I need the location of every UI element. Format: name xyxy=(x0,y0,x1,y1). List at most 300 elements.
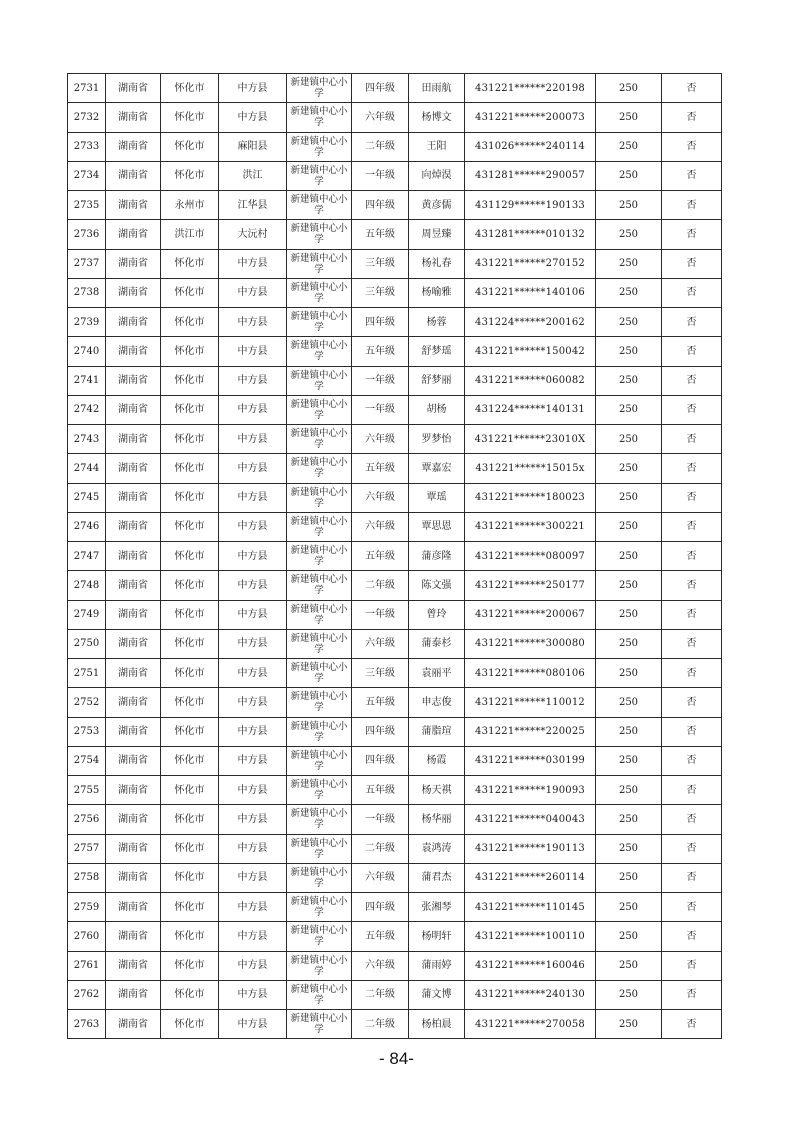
cell-row-number: 2732 xyxy=(68,103,106,132)
cell-row-number: 2754 xyxy=(68,746,106,775)
cell-amount: 250 xyxy=(596,454,662,483)
cell-school: 新建镇中心小学 xyxy=(287,980,352,1009)
cell-school: 新建镇中心小学 xyxy=(287,483,352,512)
cell-student-name: 陈文强 xyxy=(409,571,465,600)
cell-id-number: 431221******110145 xyxy=(465,893,596,922)
cell-province: 湖南省 xyxy=(106,249,161,278)
cell-grade: 二年级 xyxy=(352,571,409,600)
table-row xyxy=(68,893,722,922)
cell-student-name: 蒲君杰 xyxy=(409,863,465,892)
cell-county: 中方县 xyxy=(219,746,287,775)
table-row xyxy=(68,425,722,454)
table-row xyxy=(68,366,722,395)
cell-school: 新建镇中心小学 xyxy=(287,834,352,863)
cell-id-number: 431221******080106 xyxy=(465,659,596,688)
table-row xyxy=(68,483,722,512)
cell-school: 新建镇中心小学 xyxy=(287,659,352,688)
cell-province: 湖南省 xyxy=(106,980,161,1009)
cell-city: 怀化市 xyxy=(161,717,219,746)
cell-school: 新建镇中心小学 xyxy=(287,395,352,424)
cell-student-name: 杨明轩 xyxy=(409,922,465,951)
cell-school: 新建镇中心小学 xyxy=(287,278,352,307)
cell-school: 新建镇中心小学 xyxy=(287,425,352,454)
cell-city: 怀化市 xyxy=(161,161,219,190)
cell-grade: 六年级 xyxy=(352,629,409,658)
cell-city: 怀化市 xyxy=(161,278,219,307)
cell-id-number: 431221******180023 xyxy=(465,483,596,512)
cell-city: 怀化市 xyxy=(161,600,219,629)
cell-grade: 一年级 xyxy=(352,600,409,629)
cell-province: 湖南省 xyxy=(106,659,161,688)
cell-flag: 否 xyxy=(662,308,722,337)
cell-id-number: 431221******270058 xyxy=(465,1010,596,1039)
cell-school: 新建镇中心小学 xyxy=(287,220,352,249)
cell-grade: 四年级 xyxy=(352,893,409,922)
cell-county: 中方县 xyxy=(219,249,287,278)
cell-county: 麻阳县 xyxy=(219,132,287,161)
cell-row-number: 2738 xyxy=(68,278,106,307)
cell-amount: 250 xyxy=(596,893,662,922)
table-row xyxy=(68,308,722,337)
cell-id-number: 431129******190133 xyxy=(465,191,596,220)
cell-row-number: 2742 xyxy=(68,395,106,424)
cell-province: 湖南省 xyxy=(106,776,161,805)
cell-id-number: 431221******300221 xyxy=(465,512,596,541)
cell-city: 怀化市 xyxy=(161,659,219,688)
cell-county: 大沅村 xyxy=(219,220,287,249)
cell-province: 湖南省 xyxy=(106,805,161,834)
cell-province: 湖南省 xyxy=(106,425,161,454)
cell-student-name: 蒲泰杉 xyxy=(409,629,465,658)
cell-grade: 四年级 xyxy=(352,74,409,103)
cell-flag: 否 xyxy=(662,249,722,278)
cell-grade: 三年级 xyxy=(352,249,409,278)
cell-city: 怀化市 xyxy=(161,922,219,951)
cell-grade: 六年级 xyxy=(352,512,409,541)
cell-school: 新建镇中心小学 xyxy=(287,103,352,132)
cell-province: 湖南省 xyxy=(106,395,161,424)
cell-row-number: 2752 xyxy=(68,688,106,717)
cell-id-number: 431221******100110 xyxy=(465,922,596,951)
cell-id-number: 431221******240130 xyxy=(465,980,596,1009)
cell-row-number: 2747 xyxy=(68,542,106,571)
cell-row-number: 2761 xyxy=(68,951,106,980)
cell-province: 湖南省 xyxy=(106,278,161,307)
cell-county: 中方县 xyxy=(219,893,287,922)
cell-grade: 二年级 xyxy=(352,1010,409,1039)
cell-id-number: 431221******110012 xyxy=(465,688,596,717)
cell-row-number: 2748 xyxy=(68,571,106,600)
cell-row-number: 2755 xyxy=(68,776,106,805)
cell-school: 新建镇中心小学 xyxy=(287,132,352,161)
cell-county: 江华县 xyxy=(219,191,287,220)
cell-amount: 250 xyxy=(596,629,662,658)
cell-school: 新建镇中心小学 xyxy=(287,542,352,571)
cell-school: 新建镇中心小学 xyxy=(287,249,352,278)
cell-id-number: 431221******270152 xyxy=(465,249,596,278)
cell-school: 新建镇中心小学 xyxy=(287,746,352,775)
cell-amount: 250 xyxy=(596,512,662,541)
cell-student-name: 曾玲 xyxy=(409,600,465,629)
cell-flag: 否 xyxy=(662,805,722,834)
cell-grade: 四年级 xyxy=(352,191,409,220)
cell-county: 中方县 xyxy=(219,834,287,863)
cell-student-name: 胡杨 xyxy=(409,395,465,424)
cell-city: 怀化市 xyxy=(161,863,219,892)
cell-id-number: 431221******060082 xyxy=(465,366,596,395)
cell-county: 中方县 xyxy=(219,863,287,892)
cell-city: 怀化市 xyxy=(161,425,219,454)
cell-school: 新建镇中心小学 xyxy=(287,629,352,658)
cell-flag: 否 xyxy=(662,922,722,951)
cell-amount: 250 xyxy=(596,776,662,805)
cell-city: 怀化市 xyxy=(161,395,219,424)
cell-city: 怀化市 xyxy=(161,74,219,103)
cell-grade: 一年级 xyxy=(352,366,409,395)
cell-school: 新建镇中心小学 xyxy=(287,893,352,922)
cell-county: 中方县 xyxy=(219,483,287,512)
cell-student-name: 舒梦丽 xyxy=(409,366,465,395)
cell-county: 中方县 xyxy=(219,600,287,629)
cell-student-name: 王阳 xyxy=(409,132,465,161)
cell-city: 怀化市 xyxy=(161,571,219,600)
cell-row-number: 2745 xyxy=(68,483,106,512)
cell-county: 中方县 xyxy=(219,951,287,980)
cell-id-number: 431281******290057 xyxy=(465,161,596,190)
cell-row-number: 2734 xyxy=(68,161,106,190)
cell-amount: 250 xyxy=(596,688,662,717)
cell-student-name: 蒲雨婷 xyxy=(409,951,465,980)
cell-student-name: 杨华丽 xyxy=(409,805,465,834)
cell-flag: 否 xyxy=(662,629,722,658)
cell-school: 新建镇中心小学 xyxy=(287,571,352,600)
cell-id-number: 431221******15015x xyxy=(465,454,596,483)
cell-row-number: 2763 xyxy=(68,1010,106,1039)
cell-city: 怀化市 xyxy=(161,1010,219,1039)
table-row xyxy=(68,103,722,132)
cell-school: 新建镇中心小学 xyxy=(287,308,352,337)
cell-school: 新建镇中心小学 xyxy=(287,688,352,717)
table-row xyxy=(68,337,722,366)
cell-province: 湖南省 xyxy=(106,542,161,571)
cell-amount: 250 xyxy=(596,103,662,132)
cell-school: 新建镇中心小学 xyxy=(287,161,352,190)
cell-student-name: 覃瑶 xyxy=(409,483,465,512)
cell-student-name: 覃嘉宏 xyxy=(409,454,465,483)
cell-province: 湖南省 xyxy=(106,483,161,512)
cell-county: 中方县 xyxy=(219,395,287,424)
cell-student-name: 向焯淏 xyxy=(409,161,465,190)
cell-school: 新建镇中心小学 xyxy=(287,922,352,951)
cell-id-number: 431281******010132 xyxy=(465,220,596,249)
cell-amount: 250 xyxy=(596,951,662,980)
cell-grade: 四年级 xyxy=(352,308,409,337)
cell-student-name: 罗梦怡 xyxy=(409,425,465,454)
cell-city: 怀化市 xyxy=(161,512,219,541)
cell-grade: 五年级 xyxy=(352,220,409,249)
table-row xyxy=(68,512,722,541)
cell-county: 洪江 xyxy=(219,161,287,190)
cell-school: 新建镇中心小学 xyxy=(287,74,352,103)
cell-city: 怀化市 xyxy=(161,103,219,132)
cell-row-number: 2743 xyxy=(68,425,106,454)
cell-row-number: 2757 xyxy=(68,834,106,863)
cell-student-name: 杨礼春 xyxy=(409,249,465,278)
cell-school: 新建镇中心小学 xyxy=(287,776,352,805)
cell-flag: 否 xyxy=(662,483,722,512)
cell-county: 中方县 xyxy=(219,278,287,307)
cell-flag: 否 xyxy=(662,454,722,483)
cell-grade: 五年级 xyxy=(352,454,409,483)
cell-flag: 否 xyxy=(662,659,722,688)
cell-id-number: 431221******23010X xyxy=(465,425,596,454)
cell-county: 中方县 xyxy=(219,512,287,541)
cell-flag: 否 xyxy=(662,834,722,863)
cell-county: 中方县 xyxy=(219,425,287,454)
table-row xyxy=(68,951,722,980)
cell-amount: 250 xyxy=(596,834,662,863)
cell-county: 中方县 xyxy=(219,454,287,483)
table-row xyxy=(68,659,722,688)
cell-flag: 否 xyxy=(662,893,722,922)
cell-flag: 否 xyxy=(662,512,722,541)
cell-county: 中方县 xyxy=(219,103,287,132)
cell-flag: 否 xyxy=(662,571,722,600)
cell-grade: 五年级 xyxy=(352,688,409,717)
cell-row-number: 2762 xyxy=(68,980,106,1009)
cell-id-number: 431221******030199 xyxy=(465,746,596,775)
cell-county: 中方县 xyxy=(219,1010,287,1039)
cell-amount: 250 xyxy=(596,483,662,512)
cell-student-name: 蒲彦隆 xyxy=(409,542,465,571)
cell-id-number: 431221******160046 xyxy=(465,951,596,980)
cell-id-number: 431221******220198 xyxy=(465,74,596,103)
cell-amount: 250 xyxy=(596,161,662,190)
cell-student-name: 袁鸿涛 xyxy=(409,834,465,863)
cell-amount: 250 xyxy=(596,308,662,337)
cell-amount: 250 xyxy=(596,980,662,1009)
table-row xyxy=(68,1010,722,1039)
cell-city: 怀化市 xyxy=(161,366,219,395)
cell-id-number: 431221******260114 xyxy=(465,863,596,892)
cell-row-number: 2735 xyxy=(68,191,106,220)
cell-school: 新建镇中心小学 xyxy=(287,366,352,395)
cell-flag: 否 xyxy=(662,542,722,571)
cell-flag: 否 xyxy=(662,600,722,629)
cell-city: 怀化市 xyxy=(161,746,219,775)
cell-row-number: 2749 xyxy=(68,600,106,629)
table-row xyxy=(68,834,722,863)
cell-flag: 否 xyxy=(662,425,722,454)
cell-grade: 四年级 xyxy=(352,717,409,746)
cell-student-name: 蒲脂瑄 xyxy=(409,717,465,746)
table-row xyxy=(68,161,722,190)
cell-id-number: 431221******250177 xyxy=(465,571,596,600)
cell-county: 中方县 xyxy=(219,308,287,337)
cell-province: 湖南省 xyxy=(106,132,161,161)
cell-province: 湖南省 xyxy=(106,893,161,922)
table-row xyxy=(68,132,722,161)
cell-student-name: 申志俊 xyxy=(409,688,465,717)
cell-province: 湖南省 xyxy=(106,103,161,132)
table-row xyxy=(68,746,722,775)
table-row xyxy=(68,249,722,278)
cell-province: 湖南省 xyxy=(106,834,161,863)
cell-amount: 250 xyxy=(596,278,662,307)
cell-county: 中方县 xyxy=(219,571,287,600)
cell-flag: 否 xyxy=(662,395,722,424)
cell-grade: 五年级 xyxy=(352,776,409,805)
cell-student-name: 田雨航 xyxy=(409,74,465,103)
cell-grade: 六年级 xyxy=(352,483,409,512)
cell-flag: 否 xyxy=(662,161,722,190)
cell-county: 中方县 xyxy=(219,805,287,834)
cell-row-number: 2758 xyxy=(68,863,106,892)
cell-row-number: 2736 xyxy=(68,220,106,249)
cell-id-number: 431224******200162 xyxy=(465,308,596,337)
table-row xyxy=(68,922,722,951)
cell-city: 洪江市 xyxy=(161,220,219,249)
table-row xyxy=(68,395,722,424)
cell-city: 怀化市 xyxy=(161,308,219,337)
cell-city: 怀化市 xyxy=(161,688,219,717)
cell-id-number: 431221******190113 xyxy=(465,834,596,863)
cell-student-name: 周昱臻 xyxy=(409,220,465,249)
cell-city: 怀化市 xyxy=(161,542,219,571)
cell-flag: 否 xyxy=(662,746,722,775)
cell-amount: 250 xyxy=(596,74,662,103)
cell-city: 怀化市 xyxy=(161,893,219,922)
cell-row-number: 2744 xyxy=(68,454,106,483)
cell-city: 怀化市 xyxy=(161,629,219,658)
table-row xyxy=(68,776,722,805)
cell-grade: 三年级 xyxy=(352,278,409,307)
cell-student-name: 袁丽平 xyxy=(409,659,465,688)
cell-amount: 250 xyxy=(596,395,662,424)
cell-row-number: 2733 xyxy=(68,132,106,161)
cell-province: 湖南省 xyxy=(106,951,161,980)
cell-amount: 250 xyxy=(596,659,662,688)
cell-amount: 250 xyxy=(596,220,662,249)
cell-county: 中方县 xyxy=(219,922,287,951)
cell-id-number: 431221******190093 xyxy=(465,776,596,805)
cell-amount: 250 xyxy=(596,249,662,278)
table-row xyxy=(68,863,722,892)
cell-grade: 一年级 xyxy=(352,161,409,190)
cell-county: 中方县 xyxy=(219,629,287,658)
cell-flag: 否 xyxy=(662,1010,722,1039)
cell-county: 中方县 xyxy=(219,542,287,571)
cell-flag: 否 xyxy=(662,863,722,892)
cell-city: 怀化市 xyxy=(161,980,219,1009)
cell-school: 新建镇中心小学 xyxy=(287,805,352,834)
cell-province: 湖南省 xyxy=(106,1010,161,1039)
cell-row-number: 2741 xyxy=(68,366,106,395)
cell-flag: 否 xyxy=(662,132,722,161)
cell-row-number: 2760 xyxy=(68,922,106,951)
cell-flag: 否 xyxy=(662,688,722,717)
cell-row-number: 2753 xyxy=(68,717,106,746)
cell-city: 怀化市 xyxy=(161,249,219,278)
cell-flag: 否 xyxy=(662,980,722,1009)
cell-province: 湖南省 xyxy=(106,191,161,220)
cell-grade: 五年级 xyxy=(352,922,409,951)
cell-grade: 一年级 xyxy=(352,805,409,834)
cell-school: 新建镇中心小学 xyxy=(287,454,352,483)
cell-amount: 250 xyxy=(596,805,662,834)
cell-flag: 否 xyxy=(662,951,722,980)
table-row xyxy=(68,220,722,249)
cell-student-name: 覃思恩 xyxy=(409,512,465,541)
cell-grade: 五年级 xyxy=(352,542,409,571)
cell-grade: 六年级 xyxy=(352,425,409,454)
table-row xyxy=(68,980,722,1009)
table-row xyxy=(68,74,722,103)
cell-id-number: 431221******220025 xyxy=(465,717,596,746)
cell-grade: 六年级 xyxy=(352,951,409,980)
cell-amount: 250 xyxy=(596,863,662,892)
cell-province: 湖南省 xyxy=(106,717,161,746)
cell-grade: 六年级 xyxy=(352,103,409,132)
cell-city: 怀化市 xyxy=(161,132,219,161)
cell-province: 湖南省 xyxy=(106,454,161,483)
cell-student-name: 蒲文博 xyxy=(409,980,465,1009)
cell-id-number: 431221******040043 xyxy=(465,805,596,834)
cell-county: 中方县 xyxy=(219,659,287,688)
cell-province: 湖南省 xyxy=(106,308,161,337)
cell-province: 湖南省 xyxy=(106,922,161,951)
cell-row-number: 2737 xyxy=(68,249,106,278)
cell-student-name: 张湘琴 xyxy=(409,893,465,922)
cell-amount: 250 xyxy=(596,1010,662,1039)
cell-grade: 一年级 xyxy=(352,395,409,424)
cell-amount: 250 xyxy=(596,191,662,220)
cell-province: 湖南省 xyxy=(106,688,161,717)
cell-county: 中方县 xyxy=(219,688,287,717)
cell-flag: 否 xyxy=(662,337,722,366)
table-row xyxy=(68,191,722,220)
cell-city: 怀化市 xyxy=(161,776,219,805)
cell-city: 永州市 xyxy=(161,191,219,220)
cell-province: 湖南省 xyxy=(106,629,161,658)
cell-province: 湖南省 xyxy=(106,337,161,366)
cell-county: 中方县 xyxy=(219,776,287,805)
cell-school: 新建镇中心小学 xyxy=(287,191,352,220)
cell-school: 新建镇中心小学 xyxy=(287,717,352,746)
cell-province: 湖南省 xyxy=(106,512,161,541)
cell-id-number: 431221******200073 xyxy=(465,103,596,132)
cell-amount: 250 xyxy=(596,746,662,775)
cell-county: 中方县 xyxy=(219,337,287,366)
cell-row-number: 2746 xyxy=(68,512,106,541)
cell-id-number: 431221******300080 xyxy=(465,629,596,658)
cell-province: 湖南省 xyxy=(106,161,161,190)
cell-flag: 否 xyxy=(662,278,722,307)
cell-grade: 四年级 xyxy=(352,746,409,775)
table-row xyxy=(68,542,722,571)
cell-id-number: 431221******140106 xyxy=(465,278,596,307)
cell-school: 新建镇中心小学 xyxy=(287,337,352,366)
cell-row-number: 2750 xyxy=(68,629,106,658)
cell-amount: 250 xyxy=(596,922,662,951)
cell-amount: 250 xyxy=(596,425,662,454)
cell-county: 中方县 xyxy=(219,980,287,1009)
cell-amount: 250 xyxy=(596,600,662,629)
table-row xyxy=(68,571,722,600)
cell-flag: 否 xyxy=(662,103,722,132)
table-row xyxy=(68,805,722,834)
cell-grade: 二年级 xyxy=(352,834,409,863)
